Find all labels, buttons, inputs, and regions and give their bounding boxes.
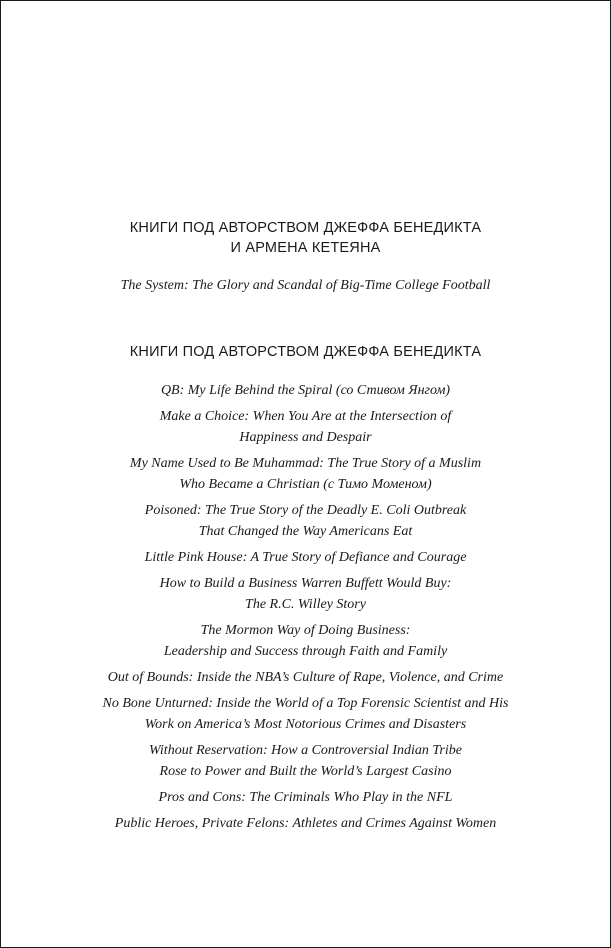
book-title-line: Public Heroes, Private Felons: Athletes and Crimes Against Women xyxy=(114,816,497,831)
book-title-line: Make a Choice: When You Are at the Intersection of xyxy=(159,409,452,424)
book-title-line: Without Reservation: How a Controversial Indian Tribe xyxy=(149,743,462,758)
book-title xyxy=(1,787,610,808)
book-title-line: Work on America’s Most Notorious Crimes and Disasters xyxy=(144,717,467,732)
book-title-line: Little Pink House: A True Story of Defiance and Courage xyxy=(144,550,467,565)
book-title xyxy=(1,547,610,568)
book-title-line: The System: The Glory and Scandal of Big-Time College Football xyxy=(120,278,491,293)
book-title-line: Leadership and Success through Faith and Family xyxy=(163,644,448,659)
solo-books-list xyxy=(1,380,610,839)
solo-books-heading: КНИГИ ПОД АВТОРСТВОМ ДЖЕФФА БЕНЕДИКТА xyxy=(129,344,482,360)
heading-line: КНИГИ ПОД АВТОРСТВОМ ДЖЕФФА БЕНЕДИКТА xyxy=(129,220,482,236)
book-title xyxy=(1,453,610,495)
book-title-line: How to Build a Business Warren Buffett Would Buy: xyxy=(159,576,452,591)
book-title xyxy=(1,693,610,735)
book-title xyxy=(1,667,610,688)
book-title xyxy=(1,620,610,662)
heading-line: И АРМЕНА КЕТЕЯНА xyxy=(230,240,381,256)
book-title xyxy=(1,573,610,615)
book-title-line: The Mormon Way of Doing Business: xyxy=(200,623,411,638)
book-title xyxy=(1,740,610,782)
book-title-line: Poisoned: The True Story of the Deadly E. Coli Outbreak xyxy=(144,503,467,518)
coauthored-books-heading xyxy=(1,218,610,258)
book-title-line: That Changed the Way Americans Eat xyxy=(198,524,413,539)
book-title-line: Happiness and Despair xyxy=(239,430,372,445)
book-title-line: Who Became a Christian (с Тимо Моменом) xyxy=(179,477,432,492)
book-title xyxy=(1,500,610,542)
book-title-line: My Name Used to Be Muhammad: The True Story of a Muslim xyxy=(129,456,482,471)
book-title-line: Pros and Cons: The Criminals Who Play in the NFL xyxy=(158,790,453,805)
book-title xyxy=(1,813,610,834)
book-title xyxy=(1,380,610,401)
book-title-line: Out of Bounds: Inside the NBA’s Culture of Rape, Violence, and Crime xyxy=(107,670,504,685)
book-title-line: The R.C. Willey Story xyxy=(245,597,366,612)
book-title-line: Rose to Power and Built the World’s Largest Casino xyxy=(159,764,452,779)
book-title-line: QB: My Life Behind the Spiral (со Стивом Янгом) xyxy=(160,383,451,398)
book-title-line: No Bone Unturned: Inside the World of a Top Forensic Scientist and His xyxy=(102,696,509,711)
book-title xyxy=(1,406,610,448)
coauthored-book-title xyxy=(1,276,610,296)
